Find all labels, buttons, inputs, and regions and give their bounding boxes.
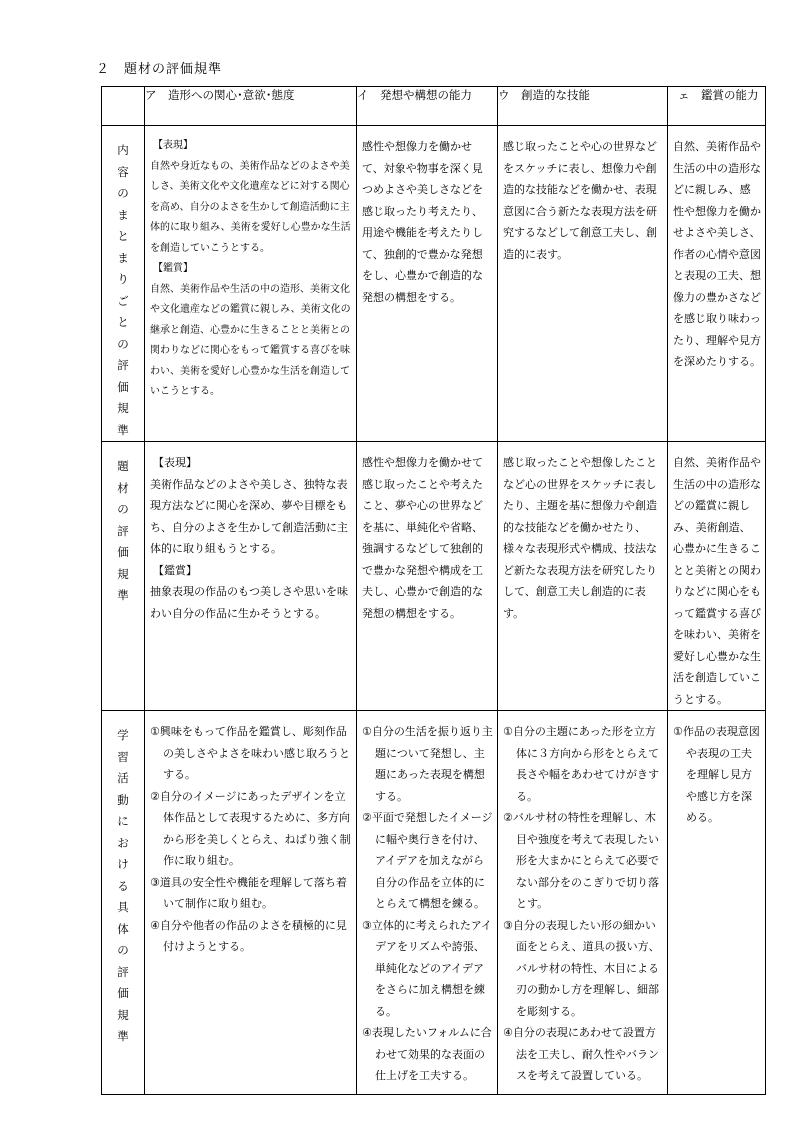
list-item: ③道具の安全性や機能を理解して落ち着いて制作に取り組む。 xyxy=(150,875,347,910)
row-label: 内容のまとまりごとの評価規準 xyxy=(117,143,129,437)
section-text: 美術作品などのよさや美しさ、独特な表現方法などに関心を深め、夢や目標をもち、自分のよさを生かして創造活動に主体的に取り組もうとする。 xyxy=(150,477,348,555)
cell-appreciation xyxy=(668,442,766,711)
list-item: ①作品の表現意図や表現の工夫を理解し見方や感じ方を深める。 xyxy=(673,725,760,824)
cell-text: 感性や想像力を働かせて、対象や物事を深く見つめよさや美しさなどを感じ取ったり考えたり、用途や機能を考えたりして、独創的で豊かな発想をし、心豊かで創造的な発想の構想をする。 xyxy=(362,140,483,304)
cell-skill xyxy=(498,126,668,442)
table-row xyxy=(102,711,766,1095)
table-header-row xyxy=(102,87,766,126)
cell-text: 感じ取ったことや心の世界などをスケッチに表し、想像力や創造的な技能などを働かせ、表現意図に合う新たな表現方法を研究するなどして創意工夫し、創造的に表す。 xyxy=(503,140,657,261)
cell-skill xyxy=(498,442,668,711)
cell-text: 感性や想像力を働かせて感じ取ったことや考えたこと、夢や心の世界などを基に、単純化や省略、強調するなどして独創的で豊かな発想や構成を工夫し、心豊かで創造的な発想の構想をする。 xyxy=(362,456,483,620)
list-item: ②平面で発想したイメージに幅や奥行きを付け、アイデアを加えながら自分の作品を立体的にとらえて構想を練る。 xyxy=(362,811,493,910)
cell-ideation xyxy=(357,711,498,1095)
cell-interest xyxy=(145,711,357,1095)
section-text: 抽象表現の作品のもつ美しさや思いを味わい自分の作品に生かそうとする。 xyxy=(150,585,348,620)
table-row xyxy=(102,442,766,711)
section-label: 【表現】 xyxy=(153,140,193,151)
column-header-skill: ウ 創造的な技能 xyxy=(498,87,668,126)
cell-text: 自然、美術作品や生活の中の造形などの鑑賞に親しみ、美術創造、心豊かに生きることと美術との関わりなどに関心をもって鑑賞する喜びを味わい、美術を愛好し心豊かな生活を創造していこうとする。 xyxy=(673,456,761,706)
evaluation-criteria-table xyxy=(101,86,766,1095)
list-item: ①自分の生活を振り返り主題について発想し、主題にあった表現を構想する。 xyxy=(362,725,493,803)
list-item: ①興味をもって作品を鑑賞し、彫刻作品の美しさやよさを味わい感じ取ろうとする。 xyxy=(150,725,350,781)
list-item: ②自分のイメージにあったデザインを立体作品として表現するために、多方向から形を美しくとらえ、ねばり強く制作に取り組む。 xyxy=(150,789,351,867)
table-row xyxy=(102,126,766,442)
row-label: 題材の評価規準 xyxy=(117,459,129,602)
section-label: 【鑑賞】 xyxy=(153,263,193,274)
list-item: ②バルサ材の特性を理解し、木目や強度を考えて表現したい形を大まかにとらえて必要でない部分をのこぎりで切り落とす。 xyxy=(503,811,659,910)
row-label-cell xyxy=(102,711,145,1095)
section-text: 自然、美術作品や生活の中の造形、美術文化や文化遺産などの鑑賞に親しみ、美術文化の継承と創造、心豊かに生きることと美術との関わりなどに関心をもって鑑賞する喜びを味わい、美術を愛好し心豊かな生活を創造していこうとする。 xyxy=(150,283,351,397)
list-item: ④表現したいフォルムに合わせて効果的な表面の仕上げを工夫する。 xyxy=(362,1026,492,1082)
cell-text: 感じ取ったことや想像したことなど心の世界をスケッチに表したり、主題を基に想像力や創造的な技能などを働かせたり、様々な表現形式や構成、技法など新たな表現方法を研究したりして、創意工夫し創造的に表す。 xyxy=(503,456,657,620)
section-text: 自然や身近なもの、美術作品などのよさや美しさ、美術文化や文化遺産などに対する関心を高め、自分のよさを生かして創造活動に主体的に取り組み、美術を愛好し心豊かな生活を創造していこうとする。 xyxy=(150,160,351,254)
list-item: ④自分の表現にあわせて設置方法を工夫し、耐久性やバランスを考えて設置している。 xyxy=(503,1026,659,1082)
page-title: ２ 題材の評価規準 xyxy=(96,62,223,77)
cell-interest xyxy=(145,126,357,442)
list-item: ①自分の主題にあった形を立方体に３方向から形をとらえて長さや幅をあわせてけがきする。 xyxy=(503,725,659,803)
list-item: ③自分の表現したい形の細かい面をとらえ、道具の扱い方、バルサ材の特性、木目による刃の動かし方を理解し、細部を彫刻する。 xyxy=(503,918,660,1018)
cell-ideation xyxy=(357,126,498,442)
cell-skill xyxy=(498,711,668,1095)
column-header-interest: ア 造形への関心･意欲･態度 xyxy=(145,87,357,126)
corner-cell xyxy=(102,87,145,126)
cell-ideation xyxy=(357,442,498,711)
row-label-cell xyxy=(102,442,145,711)
row-label: 学習活動における具体の評価規準 xyxy=(117,728,129,1043)
cell-interest xyxy=(145,442,357,711)
cell-text: 自然、美術作品や生活の中の造形などに親しみ、感性や想像力を働かせよさや美しさ、作者の心情や意図と表現の工夫、想像力の豊かさなどを感じ取り味わったり、理解や見方を深めたりする。 xyxy=(673,140,761,368)
column-header-appreciation: ェ 鑑賞の能力 xyxy=(668,87,766,126)
section-label: 【表現】 xyxy=(153,456,197,469)
list-item: ④自分や他者の作品のよさを積極的に見付けようとする。 xyxy=(150,918,347,953)
section-label: 【鑑賞】 xyxy=(153,563,197,577)
cell-appreciation xyxy=(668,711,766,1095)
row-label-cell xyxy=(102,126,145,442)
cell-appreciation xyxy=(668,126,766,442)
column-header-ideation: イ 発想や構想の能力 xyxy=(357,87,498,126)
list-item: ③立体的に考えられたアイデアをリズムや誇張、単純化などのアイデアをさらに加え構想を練る。 xyxy=(362,918,492,1018)
